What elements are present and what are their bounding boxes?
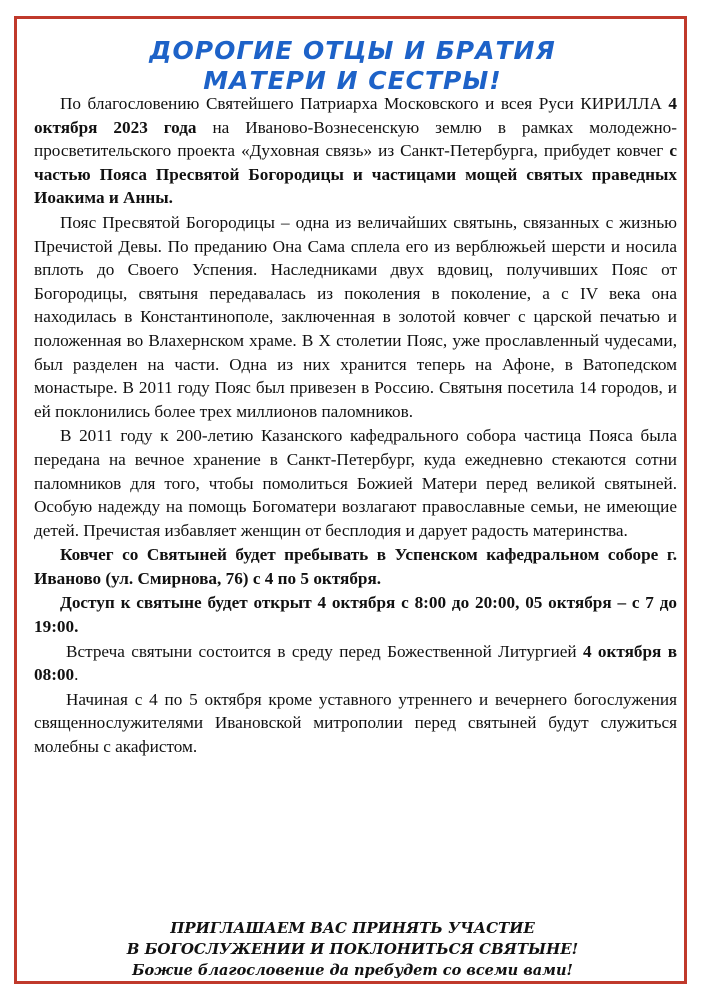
letter-body xyxy=(34,92,677,760)
paragraph-services: Начиная с 4 по 5 октября кроме уставного утреннего и вечернего богослужения священнослужителями Ивановской митрополии перед святыней будут служиться молебны с акафистом. xyxy=(34,689,677,757)
paragraph-announcement xyxy=(34,92,677,210)
invitation-footer xyxy=(0,918,705,981)
blessing-line: Божие благословение да пребудет со всеми вами! xyxy=(132,962,573,979)
meeting-end: . xyxy=(74,665,79,685)
paragraph-access-hours: Доступ к святыне будет открыт 4 октября с 8:00 до 20:00, 05 октября – с 7 до 19:00. xyxy=(34,593,677,637)
page-title xyxy=(0,36,705,96)
announcement-relics: с частью Пояса Пресвятой Богородицы и частицами мощей святых праведных Иоакима и Анны. xyxy=(34,141,677,208)
paragraph-kazan-cathedral: В 2011 году к 200-летию Казанского кафедрального собора частица Пояса была передана на вечное хранение в Санкт-Петербург, куда ежедневно стекаются сотни паломников для того, чтобы помолиться Божией Матери перед великой святыней. Особую надежду на помощь Богоматери возлагают православные семьи, не имеющие детей. Пречистая избавляет женщин от бесплодия и дарует радость материнства. xyxy=(34,426,677,540)
announcement-text-2: на Иваново-Вознесенскую землю в рамках молодежно-просветительского проекта «Духовная связь» из Санкт-Петербурга, прибудет ковчег xyxy=(34,117,677,161)
meeting-date: 4 октября в 08:00 xyxy=(34,641,677,685)
announcement-text-1: По благословению Святейшего Патриарха Московского и всея Руси КИРИЛЛА xyxy=(60,94,669,113)
invitation-line-1: ПРИГЛАШАЕМ ВАС ПРИНЯТЬ УЧАСТИЕ xyxy=(170,919,535,937)
title-line-2: МАТЕРИ И СЕСТРЫ! xyxy=(203,66,502,95)
announcement-date: 4 октября 2023 года xyxy=(34,94,677,137)
paragraph-belt-history: Пояс Пресвятой Богородицы – одна из величайших святынь, связанных с жизнью Пречистой Девы. По преданию Она Сама сплела его из верблюжьей шерсти и носила вплоть до Своего Успения. Наследниками двух вдовиц, получивших Пояс от Богородицы, святыня передавалась из поколения в поколение, а с IV века она находилась в Константинополе, заключенная в золотой ковчег с царской печатью и положенная во Влахернском храме. В X столетии Пояс, уже прославленный чудесами, был разделен на части. Одна из них хранится теперь на Афоне, в Ватопедском монастыре. В 2011 году Пояс был привезен в Россию. Святыня посетила 14 городов, и ей поклонились более трех миллионов паломников. xyxy=(34,212,677,421)
invitation-line-2: В БОГОСЛУЖЕНИИ И ПОКЛОНИТЬСЯ СВЯТЫНЕ! xyxy=(126,940,579,958)
paragraph-meeting xyxy=(34,640,677,687)
title-line-1: ДОРОГИЕ ОТЦЫ И БРАТИЯ xyxy=(149,36,556,65)
meeting-text: Встреча святыни состоится в среду перед Божественной Литургией xyxy=(66,641,583,661)
paragraph-location: Ковчег со Святыней будет пребывать в Успенском кафедральном соборе г. Иваново (ул. Смирнова, 76) с 4 по 5 октября. xyxy=(34,545,677,588)
